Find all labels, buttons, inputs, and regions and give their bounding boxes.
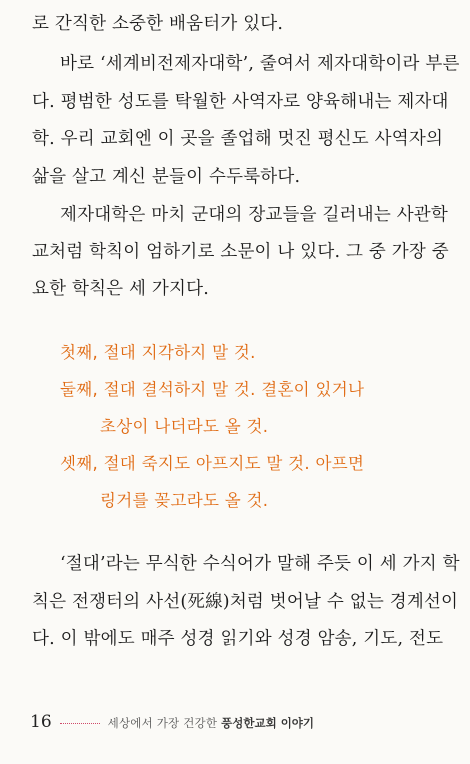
footer-dotted-divider [60, 723, 100, 724]
paragraph-line: 교처럼 학칙이 엄하기로 소문이 나 있다. 그 중 가장 중 [32, 242, 449, 262]
rule-line: 셋째, 절대 죽지도 아프지도 말 것. 아프면 [60, 454, 365, 473]
rule-line: 링거를 꽂고라도 올 것. [100, 491, 269, 510]
book-title-bold: 풍성한교회 이야기 [221, 716, 315, 730]
rule-line: 초상이 나더라도 올 것. [100, 417, 269, 436]
page-footer [30, 712, 450, 738]
book-title-prefix: 세상에서 가장 건강한 [107, 716, 218, 730]
paragraph-line: 요한 학칙은 세 가지다. [32, 279, 209, 299]
rule-line: 둘째, 절대 결석하지 말 것. 결혼이 있거나 [60, 380, 365, 399]
paragraph-line: 제자대학은 마치 군대의 장교들을 길러내는 사관학 [60, 205, 449, 225]
paragraph-line: 삶을 살고 계신 분들이 수두룩하다. [32, 167, 301, 187]
page-number: 16 [30, 712, 52, 732]
paragraph-line: 학. 우리 교회엔 이 곳을 졸업해 멋진 평신도 사역자의 [32, 129, 444, 149]
paragraph-line: 다. 이 밖에도 매주 성경 읽기와 성경 암송, 기도, 전도 [32, 629, 444, 649]
rule-line: 첫째, 절대 지각하지 말 것. [60, 343, 256, 362]
paragraph-line: ‘절대’라는 무식한 수식어가 말해 주듯 이 세 가지 학 [60, 554, 460, 574]
paragraph-line: 로 간직한 소중한 배움터가 있다. [32, 14, 284, 34]
paragraph-line: 다. 평범한 성도를 탁월한 사역자로 양육해내는 제자대 [32, 92, 449, 112]
paragraph-line: 칙은 전쟁터의 사선(死線)처럼 벗어날 수 없는 경계선이 [32, 592, 459, 612]
paragraph-line: 바로 ‘세계비전제자대학’, 줄여서 제자대학이라 부른 [60, 54, 460, 74]
